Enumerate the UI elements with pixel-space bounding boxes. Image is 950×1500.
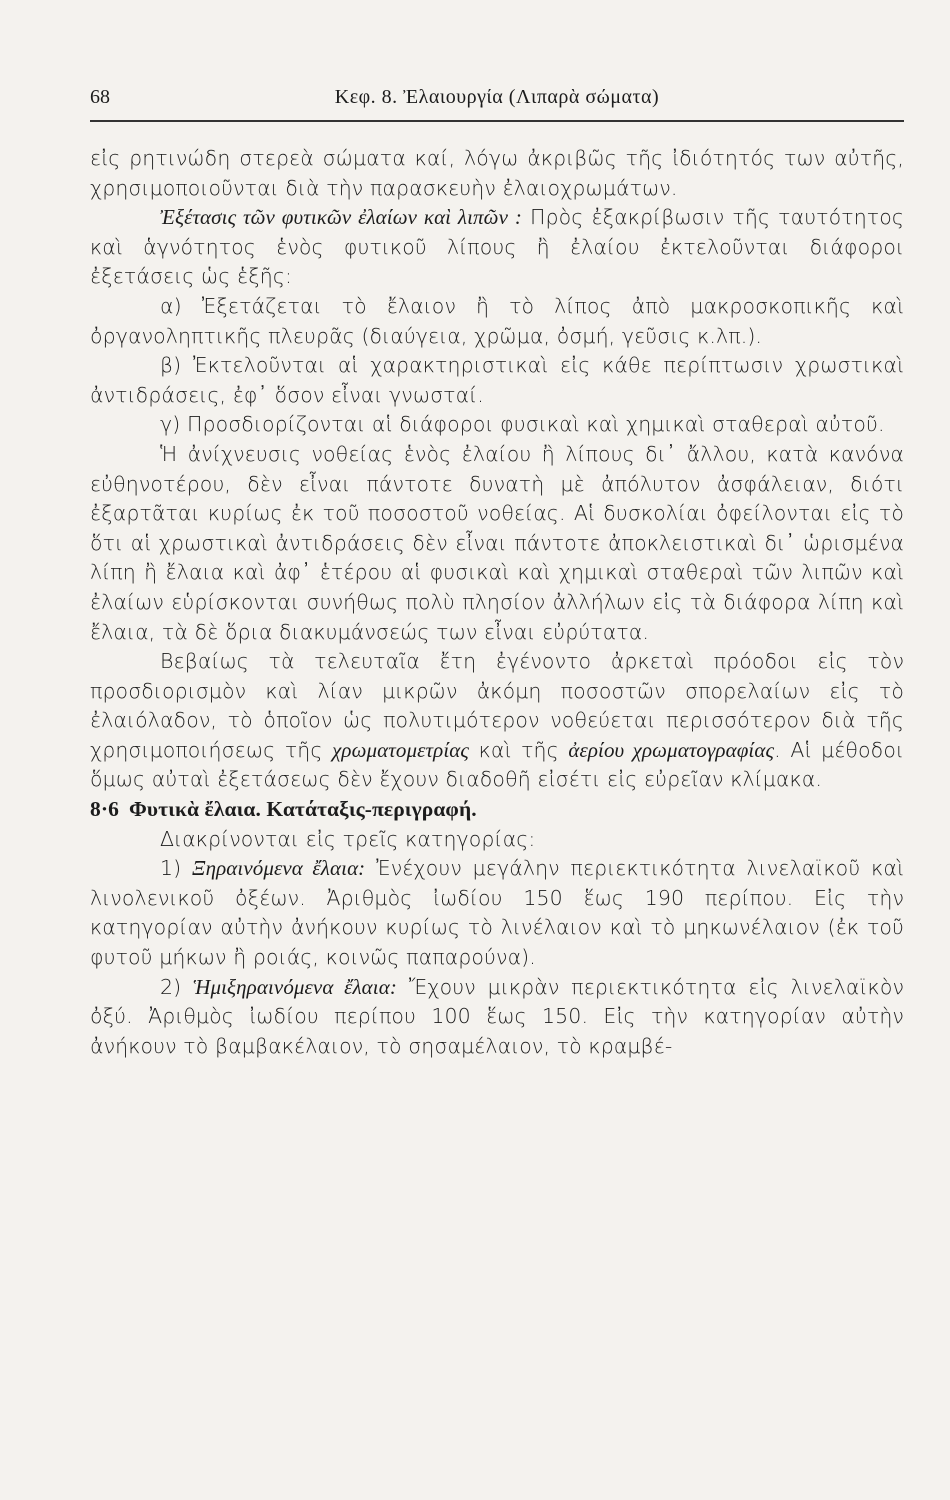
header-rule — [90, 120, 904, 122]
body-text — [90, 144, 904, 1061]
section-title: Φυτικὰ ἔλαια. Κατάταξις-περιγραφή. — [128, 797, 477, 822]
page-header — [90, 86, 904, 120]
list-item-b: β) Ἐκτελοῦνται αἱ χαρακτηριστικαὶ εἰς κάθε περίπτωσιν χρωστικαὶ ἀντιδράσεις, ἐφ᾽ ὅσον εἶναι γνωσταί. — [90, 353, 904, 407]
list-item-c: γ) Προσδιορίζονται αἱ διάφοροι φυσικαὶ καὶ χημικαὶ σταθεραὶ αὐτοῦ. — [160, 412, 885, 437]
category-semidrying-oils: 2) Ἡμιξηραινόμενα ἔλαια: Ἔχουν μικρὰν περιεκτικότητα εἰς λινελαϊκὸν ὀξύ. Ἀριθμὸς ἰωδίου περίπου 100 ἕως 150. Εἰς τὴν κατηγορίαν αὐτὴν ἀνήκουν τὸ βαμβακέλαιον, τὸ σησαμέλαιον, τὸ κραμβέ- — [90, 974, 905, 1058]
category-drying-oils: 1) Ξηραινόμενα ἔλαια: Ἐνέχουν μεγάλην περιεκτικότητα λινελαϊκοῦ καὶ λινολενικοῦ ὀξέων. Ἀριθμὸς ἰωδίου 150 ἕως 190 περίπου. Εἰς τὴν κατηγορίαν αὐτὴν ἀνήκουν κυρίως τὸ λινέλαιον καὶ τὸ μηκωνέλαιον (ἐκ τοῦ φυτοῦ μήκων ἢ ροιάς, κοινῶς παπαρούνα). — [90, 856, 904, 970]
running-title: Κεφ. 8. Ἐλαιουργία (Λιπαρὰ σώματα) — [334, 86, 660, 108]
paragraph-progress: Βεβαίως τὰ τελευταῖα ἔτη ἐγένοντο ἀρκεταὶ πρόοδοι εἰς τὸν προσδιορισμὸν καὶ λίαν μικρῶν ἀκόμη ποσοστῶν σπορελαίων εἰς τὸ ἐλαιόλαδον, τὸ ὁποῖον ὡς πολυτιμότερον νοθεύεται περισσότερον διὰ τῆς χρησιμοποιήσεως τῆς χρωματομετρίας καὶ τῆς ἀερίου χρωματογραφίας. Αἱ μέθοδοι ὅμως αὐταὶ ἐξετάσεως δὲν ἔχουν διαδοθῆ εἰσέτι εἰς εὐρεῖαν κλίμακα. — [90, 649, 904, 792]
paragraph-continuation: εἰς ρητινώδη στερεὰ σώματα καί, λόγω ἀκριβῶς τῆς ἰδιότητός των αὐτῆς, χρησιμοποιοῦνται διὰ τὴν παρασκευὴν ἐλαιοχρωμάτων. — [90, 146, 904, 200]
section-heading — [90, 795, 904, 825]
paragraph-adulteration: Ἡ ἀνίχνευσις νοθείας ἑνὸς ἐλαίου ἢ λίπους δι᾽ ἄλλου, κατὰ κανόνα εὐθηνοτέρου, δὲν εἶναι πάντοτε δυνατὴ μὲ ἀπόλυτον ἀσφάλειαν, διότι ἐξαρτᾶται κυρίως ἐκ τοῦ ποσοστοῦ νοθείας. Αἱ δυσκολίαι ὀφείλονται εἰς τὸ ὅτι αἱ χρωστικαὶ ἀντιδράσεις δὲν εἶναι πάντοτε ἀποκλειστικαὶ δι᾽ ὡρισμένα λίπη ἢ ἔλαια καὶ ἀφ᾽ ἑτέρου αἱ φυσικαὶ καὶ χημικαὶ σταθεραὶ τῶν λιπῶν καὶ ἐλαίων εὑρίσκονται συνήθως πολὺ πλησίον ἀλλήλων εἰς τὰ διάφορα λίπη καὶ ἔλαια, τὰ δὲ ὅρια διακυμάνσεώς των εἶναι εὐρύτατα. — [90, 441, 904, 644]
inline-heading: Ἐξέτασις τῶν φυτικῶν ἐλαίων καὶ λιπῶν : — [160, 205, 522, 230]
page-number: 68 — [90, 86, 110, 108]
paragraph-examination: Ἐξέτασις τῶν φυτικῶν ἐλαίων καὶ λιπῶν : Πρὸς ἐξακρίβωσιν τῆς ταυτότητος καὶ ἁγνότητος ἑνὸς φυτικοῦ λίπους ἢ ἐλαίου ἐκτελοῦνται διάφοροι ἐξετάσεις ὡς ἑξῆς: — [90, 205, 904, 289]
list-item-a: α) Ἐξετάζεται τὸ ἔλαιον ἢ τὸ λίπος ἀπὸ μακροσκοπικῆς καὶ ὀργανοληπτικῆς πλευρᾶς (διαύγεια, χρῶμα, ὀσμή, γεῦσις κ.λπ.). — [90, 293, 904, 348]
paragraph-categories: Διακρίνονται εἰς τρεῖς κατηγορίας: — [160, 826, 536, 851]
section-number: 8·6 — [90, 797, 119, 822]
